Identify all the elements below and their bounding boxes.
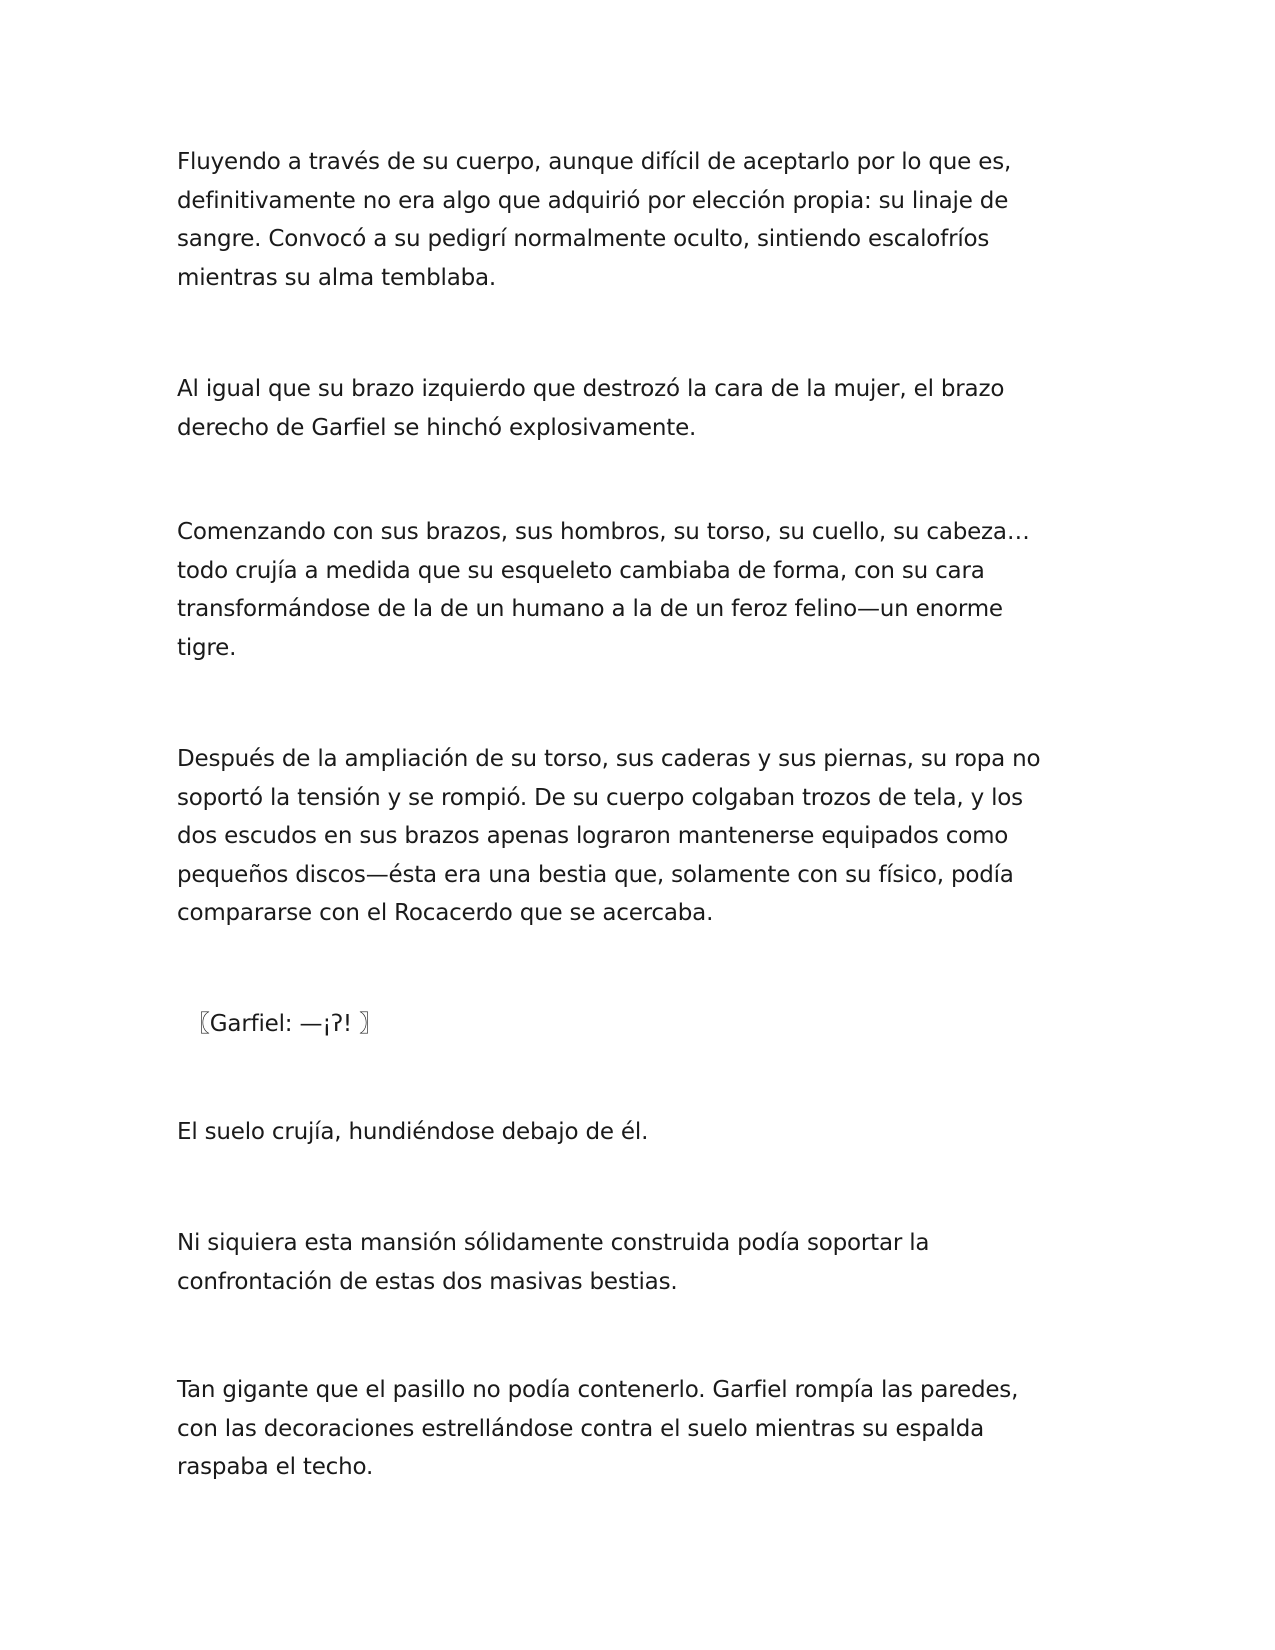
paragraph-transformation: Comenzando con sus brazos, sus hombros, su torso, su cuello, su cabeza… todo crujía a medida que su esqueleto cambiaba de forma, con su cara transformándose de la de un humano a la de un feroz felino—un enorme tigre.	[177, 519, 1030, 661]
paragraph-hallway: Tan gigante que el pasillo no podía contenerlo. Garfiel rompía las paredes, con las decoraciones estrellándose contra el suelo mientras su espalda raspaba el techo.	[177, 1377, 1019, 1480]
paragraph-right-arm: Al igual que su brazo izquierdo que destrozó la cara de la mujer, el brazo derecho de Garfiel se hinchó explosivamente.	[177, 376, 1005, 441]
paragraph-torso-expansion: Después de la ampliación de su torso, sus caderas y sus piernas, su ropa no soportó la tensión y se rompió. De su cuerpo colgaban trozos de tela, y los dos escudos en sus brazos apenas lograron mantenerse equipados como pequeños discos—ésta era una bestia que, solamente con su físico, podía compararse con el Rocacerdo que se acercaba.	[177, 746, 1041, 926]
paragraph-mansion: Ni siquiera esta mansión sólidamente construida podía soportar la confrontación de estas dos masivas bestias.	[177, 1230, 930, 1295]
paragraph-bloodline: Fluyendo a través de su cuerpo, aunque difícil de aceptarlo por lo que es, definitivamente no era algo que adquirió por elección propia: su linaje de sangre. Convocó a su pedigrí normalmente oculto, sintiendo escalofríos mientras su alma temblaba.	[177, 149, 1012, 291]
dialogue-line: 〖Garfiel: —¡ʔ! 〗	[187, 1011, 382, 1037]
paragraph-floor: El suelo crujía, hundiéndose debajo de él.	[177, 1119, 649, 1145]
